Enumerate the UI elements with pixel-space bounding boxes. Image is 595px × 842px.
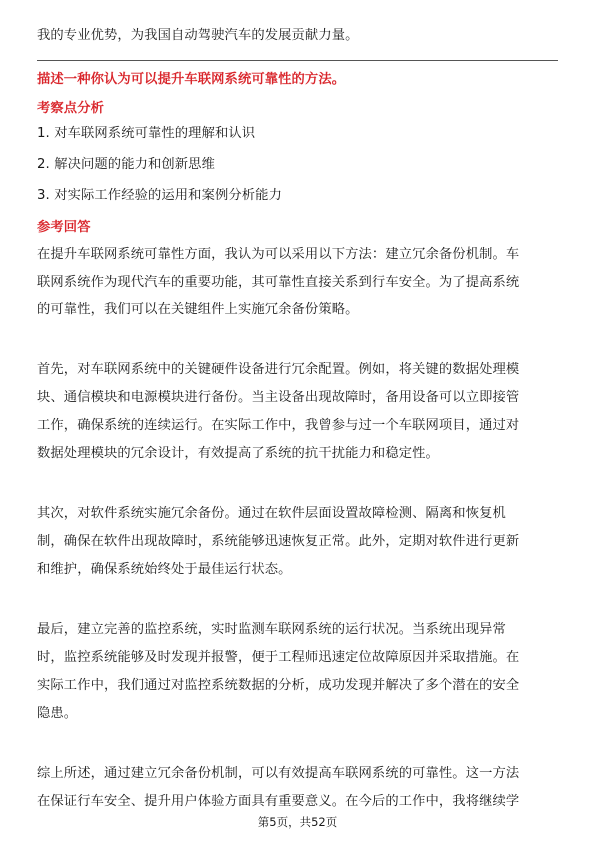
analysis-heading: 考察点分析: [37, 101, 104, 116]
analysis-point: 3. 对实际工作经验的运用和案例分析能力: [37, 188, 282, 203]
continued-text: 我的专业优势，为我国自动驾驶汽车的发展贡献力量。: [37, 28, 359, 43]
paragraph-line: 数据处理模块的冗余设计，有效提高了系统的抗干扰能力和稳定性。: [37, 446, 439, 461]
question-title: 描述一种你认为可以提升车联网系统可靠性的方法。: [37, 72, 346, 87]
paragraph-line: 的可靠性，我们可以在关键组件上实施冗余备份策略。: [37, 302, 359, 317]
paragraph-line: 制，确保在软件出现故障时，系统能够迅速恢复正常。此外，定期对软件进行更新: [37, 534, 520, 549]
paragraph-line: 和维护，确保系统始终处于最佳运行状态。: [37, 562, 292, 577]
paragraph-line: 工作，确保系统的连续运行。在实际工作中，我曾参与过一个车联网项目，通过对: [37, 418, 520, 433]
paragraph-line: 首先，对车联网系统中的关键硬件设备进行冗余配置。例如，将关键的数据处理模: [37, 362, 520, 377]
analysis-point: 1. 对车联网系统可靠性的理解和认识: [37, 126, 256, 141]
analysis-point: 2. 解决问题的能力和创新思维: [37, 157, 215, 172]
paragraph-line: 时，监控系统能够及时发现并报警，便于工程师迅速定位故障原因并采取措施。在: [37, 650, 520, 665]
answer-heading: 参考回答: [37, 220, 91, 235]
paragraph-line: 隐患。: [37, 706, 78, 721]
paragraph-line: 在提升车联网系统可靠性方面，我认为可以采用以下方法：建立冗余备份机制。车: [37, 247, 520, 262]
paragraph-line: 其次，对软件系统实施冗余备份。通过在软件层面设置故障检测、隔离和恢复机: [37, 506, 506, 521]
paragraph-line: 实际工作中，我们通过对监控系统数据的分析，成功发现并解决了多个潜在的安全: [37, 678, 520, 693]
section-divider: [37, 60, 558, 61]
paragraph-line: 综上所述，通过建立冗余备份机制，可以有效提高车联网系统的可靠性。这一方法: [37, 766, 520, 781]
paragraph-line: 块、通信模块和电源模块进行备份。当主设备出现故障时，备用设备可以立即接管: [37, 390, 520, 405]
paragraph-line: 在保证行车安全、提升用户体验方面具有重要意义。在今后的工作中，我将继续学: [37, 794, 520, 809]
paragraph-line: 最后，建立完善的监控系统，实时监测车联网系统的运行状况。当系统出现异常: [37, 622, 506, 637]
paragraph-line: 联网系统作为现代汽车的重要功能，其可靠性直接关系到行车安全。为了提高系统: [37, 275, 520, 290]
page-number: 第5页，共52页: [257, 815, 338, 829]
